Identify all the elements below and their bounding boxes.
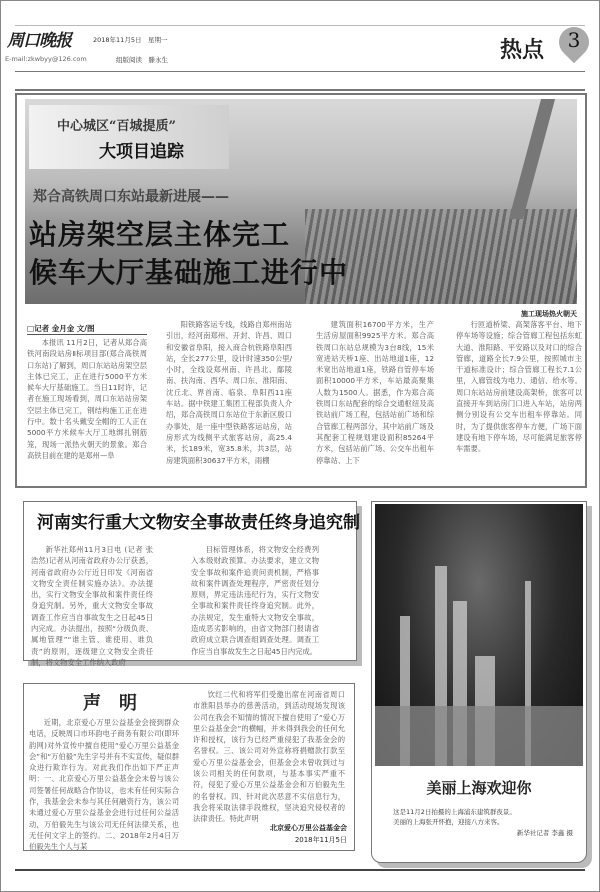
statement-column-2: 饮红二代和将军们受邀出席在河南省周口市淮阳县举办的慈善活动，到活动现场发现该公司在我会不知情的情况下擅自使用了“爱心万里公益基金会”的横幅，并未得到我会的任何允许和授权，该行为已经严重侵犯了我基金会的名誉权。三、该公司对外宣称将捐赠款打款至爱心万里公益基金会，但基金会未曾收到过与该公司相关的任何款项，与基本事实严重不符，侵犯了爱心万里公益基金会和万伯毅先生的名誉权。四、针对此次恶意不实信息行为，我会将采取法律手段维权，坚决追究侵权者的法律责任。特此声明 [193, 690, 345, 824]
headline-1: 站房架空层主体完工 [29, 218, 291, 251]
news-column-1: 新华社郑州11月3日电 (记者 张浩然)记者从河南省政府办公厅获悉，河南省政府办公厅近日印发《河南省文物安全责任制实施办法》。办法提出，实行文物安全事故和案件责任终身追究制。另外，重大文物安全事故调查工作应当自事故发生之日起45日内完成。办法提出，按照“分级负责、属地管理”“谁主管、谁使用、谁负责”的原则，逐级建立文物安全责任制，将文物安全工作纳入政府 [31, 545, 153, 667]
statement-title: 声 明 [83, 693, 137, 714]
news-column-2: 目标管理体系，将文物安全经费列入本级财政预算。办法要求，建立文物安全事故和案件追责问责机制，严格事故和案件调查处理程序，严密责任划分原则，界定违法违纪行为，实行文物安全事故和案件责任终身追究制。此外，办法规定，发生重特大文物安全事故，造成恶劣影响的，由省文物部门报请省政府成立联合调查组调查处理。调查工作应当自事故发生之日起45日内完成。 [191, 545, 319, 656]
photo-credit: 新华社记者 李鑫 摄 [516, 829, 573, 837]
feature-column-3: 建筑面积16700平方米，生产生活房屋面积9925平方米。郑合高铁周口东站总规模为3台8线，15米宽进站天桥1座、出站地道1座，12米宽出站地道1座，铁路自管停车场面积10000平方米，车站最高聚集人数为1500人。据悉，作为郑合高铁周口东站配套的综合交通枢纽及高铁站前广场工程，包括站前广场和综合管廊工程两部分，其中站前广场及其配套工程规划建设面积85264平方米，包括站前广场、公交车出租车停靠站、上下 [316, 320, 434, 465]
byline: □记者 金月金 文/图 [27, 323, 147, 335]
photo-story-caption: 这是11月2日拍摄的上海浦东建筑群夜景。 美丽的上海张开怀抱，迎接八方来客。 [393, 808, 516, 826]
feature-column-4: 行匝道桥梁、高架落客平台、地下停车场等设施；综合管廊工程包括东虹大道、淮阳路、平安路以及对口的综合管廊，道路全长7.9公里，按照城市主干道标准设计；综合管廊工程长7.1公里，入廊管线为电力、通信、给水等。周口东站站房前建设高架桥，旅客可以直接开车到站房门口进入车站，站房两侧分别设有公交车出租车停靠站。同时，为了提供旅客停车方便，广场下面建设有地下停车场，尽可能满足旅客停车需要。 [456, 320, 582, 454]
issue-date [93, 35, 167, 44]
shanghai-night-photo [375, 504, 583, 766]
banner-line1: 中心城区“百城提质” [57, 119, 176, 134]
statement-column-1: 近期，北京爱心万里公益基金会接到群众电话，反映周口市环韵电子商务有限公司(即环韵网)对外宣传中擅自使用“爱心万里公益基金会”和“万伯毅”先生字号并有不实宣传，疑似群众进行欺诈行为。对此我们作出如下严正声明：一、北京爱心万里公益基金会未曾与该公司签署任何战略合作协议，也未有任何实际合作，我基金会未参与其任何融资行为，该公司未通过爱心万里公益基金会进行过任何公益活动，万伯毅先生与该公司无任何法律关系，也无任何文字上的签约。二、2018年2月4日万伯毅先生个人与某 [29, 718, 179, 852]
date: 2018年11月5日 [93, 36, 142, 44]
photo-caption: 施工现场热火朝天 [521, 310, 577, 318]
email: E-mail:zkwbyy@126.com [5, 55, 87, 63]
kicker: 郑合高铁周口东站最新进展—— [33, 189, 229, 205]
feature-column-2: 阳铁路客运专线，线路自郑州南站引出，经河南郑州、开封、许昌、周口和安徽省阜阳，接入商合杭铁路阜阳西站，全长277公里，设计时速350公里/小时，全线设郑州南、许昌北、鄢陵南、扶沟南、西华、周口东、淮阳南、沈丘北、界首南、临泉、阜阳西11座车站。据中铁建工集团工程部负责人介绍，郑合高铁周口东站位于东新区殷口办事处，是一座中型铁路客运站房，站房形式为线侧平式旅客站房，高25.4米，长189米，宽35.8米，共3层，站房建筑面积30637平方米，雨棚 [166, 320, 292, 465]
page-number: 3 [567, 28, 581, 52]
top-border [15, 25, 585, 26]
editor-name: 滕永生 [148, 56, 168, 64]
series-banner [29, 105, 229, 169]
weekday: 星期一 [147, 36, 168, 44]
feature-column-1: 本报讯 11月2日，记者从郑合高铁河南段站房Ⅱ标项目部(郑合高铁周口东站)了解到，周口东站站房架空层主体已完工，正在进行5000平方米候车大厅基础施工。当日11时许，记者在施工现场看到，周口东站站房架空层主体已完工，钢结构施工正在进行中。数十名头戴安全帽的工人正在5000平方米候车大厅工地绑扎钢筋笼，现场一派热火朝天的景象。郑合高铁目前在建的是郑州—阜 [27, 338, 147, 460]
photo-story-title: 美丽上海欢迎你 [426, 779, 532, 797]
header-rule-2 [15, 89, 585, 91]
header-rule [15, 71, 585, 72]
banner-line2: 大项目追踪 [99, 142, 184, 162]
editor-label: 组版阅读 [116, 56, 142, 64]
editor-credit [116, 55, 168, 64]
statement-signer: 北京爱心万里公益基金会 [270, 824, 347, 832]
news-headline: 河南实行重大文物安全事故责任终身追究制 [37, 513, 360, 533]
footer-rule [15, 869, 585, 871]
section-title: 热点 [499, 37, 544, 63]
headline-2: 候车大厅基础施工进行中 [29, 256, 349, 289]
city-lights [375, 706, 583, 766]
crane [509, 99, 555, 219]
masthead-logo: 周口晚报 [7, 31, 71, 51]
statement-date: 2018年11月5日 [294, 836, 347, 844]
